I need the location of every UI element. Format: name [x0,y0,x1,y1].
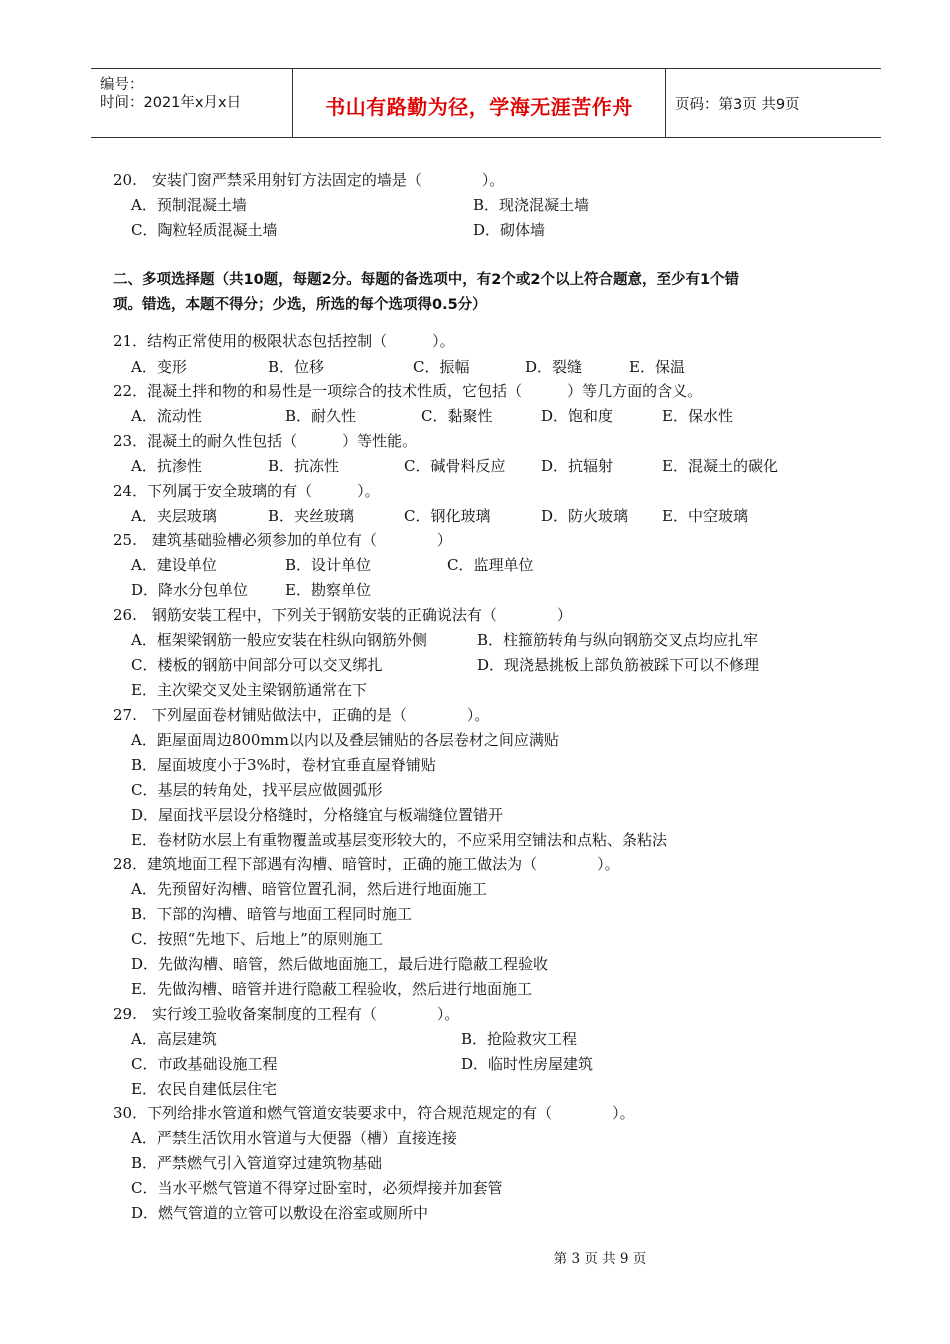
question-29-stem: 29. 实行竣工验收备案制度的工程有（ ）。 [113,1005,460,1023]
q29-option-e: E．农民自建低层住宅 [131,1080,277,1098]
question-27-stem: 27. 下列屋面卷材铺贴做法中，正确的是（ ）。 [113,706,490,724]
question-23-stem: 23．混凝土的耐久性包括（ ）等性能。 [113,432,418,450]
q30-option-c: C．当水平燃气管道不得穿过卧室时，必须焊接并加套管 [131,1179,503,1197]
q24-option-d: D．防火玻璃 [541,507,629,525]
q27-option-c: C．基层的转角处，找平层应做圆弧形 [131,781,383,799]
q22-option-c: C．黏聚性 [421,407,493,425]
q27-option-e: E．卷材防水层上有重物覆盖或基层变形较大的，不应采用空铺法和点粘、条粘法 [131,831,667,849]
q21-option-a: A．变形 [131,358,187,376]
q30-option-a: A．严禁生活饮用水管道与大便器（槽）直接连接 [131,1129,457,1147]
q30-option-b: B．严禁燃气引入管道穿过建筑物基础 [131,1154,383,1172]
q21-option-e: E．保温 [629,358,685,376]
q23-option-a: A．抗渗性 [131,457,202,475]
q29-option-d: D．临时性房屋建筑 [461,1055,594,1073]
question-30-stem: 30．下列给排水管道和燃气管道安装要求中，符合规范规定的有（ ）。 [113,1104,635,1122]
q23-option-b: B．抗冻性 [268,457,340,475]
q29-option-b: B．抢险救灾工程 [461,1030,578,1048]
q28-option-a: A．先预留好沟槽、暗管位置孔洞，然后进行地面施工 [131,880,487,898]
q25-option-b: B．设计单位 [285,556,372,574]
section-2-heading-cont: 项。错选，本题不得分；少选，所选的每个选项得0.5分） [113,297,487,313]
page-footer [0,1247,950,1267]
q24-option-b: B．夹丝玻璃 [268,507,355,525]
q24-option-c: C．钢化玻璃 [404,507,491,525]
q26-option-b: B．柱箍筋转角与纵向钢筋交叉点均应扎牢 [477,631,759,649]
q20-option-b: B．现浇混凝土墙 [473,196,590,214]
q22-option-e: E．保水性 [662,407,733,425]
q26-option-a: A．框架梁钢筋一般应安装在柱纵向钢筋外侧 [131,631,427,649]
q26-option-c: C．楼板的钢筋中间部分可以交叉绑扎 [131,656,383,674]
page-label: 页码：第3页 共9页 [675,97,800,113]
q25-option-d: D．降水分包单位 [131,581,249,599]
q27-option-d: D．屋面找平层设分格缝时，分格缝宜与板端缝位置错开 [131,806,504,824]
question-20-stem: 20. 安装门窗严禁采用射钉方法固定的墙是（ ）。 [113,171,505,189]
q22-option-d: D．饱和度 [541,407,614,425]
q20-option-a: A．预制混凝土墙 [131,196,247,214]
question-24-stem: 24．下列属于安全玻璃的有（ ）。 [113,482,380,500]
question-28-stem: 28．建筑地面工程下部遇有沟槽、暗管时，正确的施工做法为（ ）。 [113,855,620,873]
q30-option-d: D．燃气管道的立管可以敷设在浴室或厕所中 [131,1204,429,1222]
q23-option-d: D．抗辐射 [541,457,614,475]
date-label: 时间：2021年x月x日 [100,95,242,111]
motto-text: 书山有路勤为径，学海无涯苦作舟 [325,95,633,119]
footer-page-number: 第 3 页 共 9 页 [553,1251,647,1267]
q22-option-a: A．流动性 [131,407,202,425]
q26-option-e: E．主次梁交叉处主梁钢筋通常在下 [131,681,367,699]
question-22-stem: 22．混凝土拌和物的和易性是一项综合的技术性质，它包括（ ）等几方面的含义。 [113,382,703,400]
q27-option-a: A．距屋面周边800mm以内以及叠层铺贴的各层卷材之间应满贴 [131,731,559,749]
q20-option-d: D．砌体墙 [473,221,546,239]
header-page-cell [666,69,881,137]
q29-option-a: A．高层建筑 [131,1030,217,1048]
question-26-stem: 26. 钢筋安装工程中，下列关于钢筋安装的正确说法有（ ） [113,606,572,624]
q25-option-e: E．勘察单位 [285,581,371,599]
q26-option-d: D．现浇悬挑板上部负筋被踩下可以不修理 [477,656,760,674]
q27-option-b: B．屋面坡度小于3%时，卷材宜垂直屋脊铺贴 [131,756,436,774]
q21-option-d: D．裂缝 [525,358,583,376]
q21-option-b: B．位移 [268,358,325,376]
serial-label: 编号： [100,77,144,93]
page-header [91,68,881,138]
q21-option-c: C．振幅 [413,358,470,376]
q23-option-c: C．碱骨料反应 [404,457,506,475]
q25-option-a: A．建设单位 [131,556,217,574]
header-motto-cell [293,69,666,137]
section-2-heading: 二、多项选择题（共10题，每题2分。每题的备选项中，有2个或2个以上符合题意，至少有1个错 [113,272,740,288]
q28-option-b: B．下部的沟槽、暗管与地面工程同时施工 [131,905,413,923]
q20-option-c: C．陶粒轻质混凝土墙 [131,221,278,239]
question-21-stem: 21．结构正常使用的极限状态包括控制（ ）。 [113,332,455,350]
q24-option-a: A．夹层玻璃 [131,507,217,525]
q28-option-d: D．先做沟槽、暗管，然后做地面施工，最后进行隐蔽工程验收 [131,955,549,973]
q28-option-e: E．先做沟槽、暗管并进行隐蔽工程验收，然后进行地面施工 [131,980,532,998]
q23-option-e: E．混凝土的碳化 [662,457,778,475]
q24-option-e: E．中空玻璃 [662,507,748,525]
q28-option-c: C．按照“先地下、后地上”的原则施工 [131,930,383,948]
question-25-stem: 25. 建筑基础验槽必须参加的单位有（ ） [113,531,452,549]
q29-option-c: C．市政基础设施工程 [131,1055,278,1073]
q25-option-c: C．监理单位 [447,556,534,574]
header-info-cell [91,69,293,137]
q22-option-b: B．耐久性 [285,407,357,425]
